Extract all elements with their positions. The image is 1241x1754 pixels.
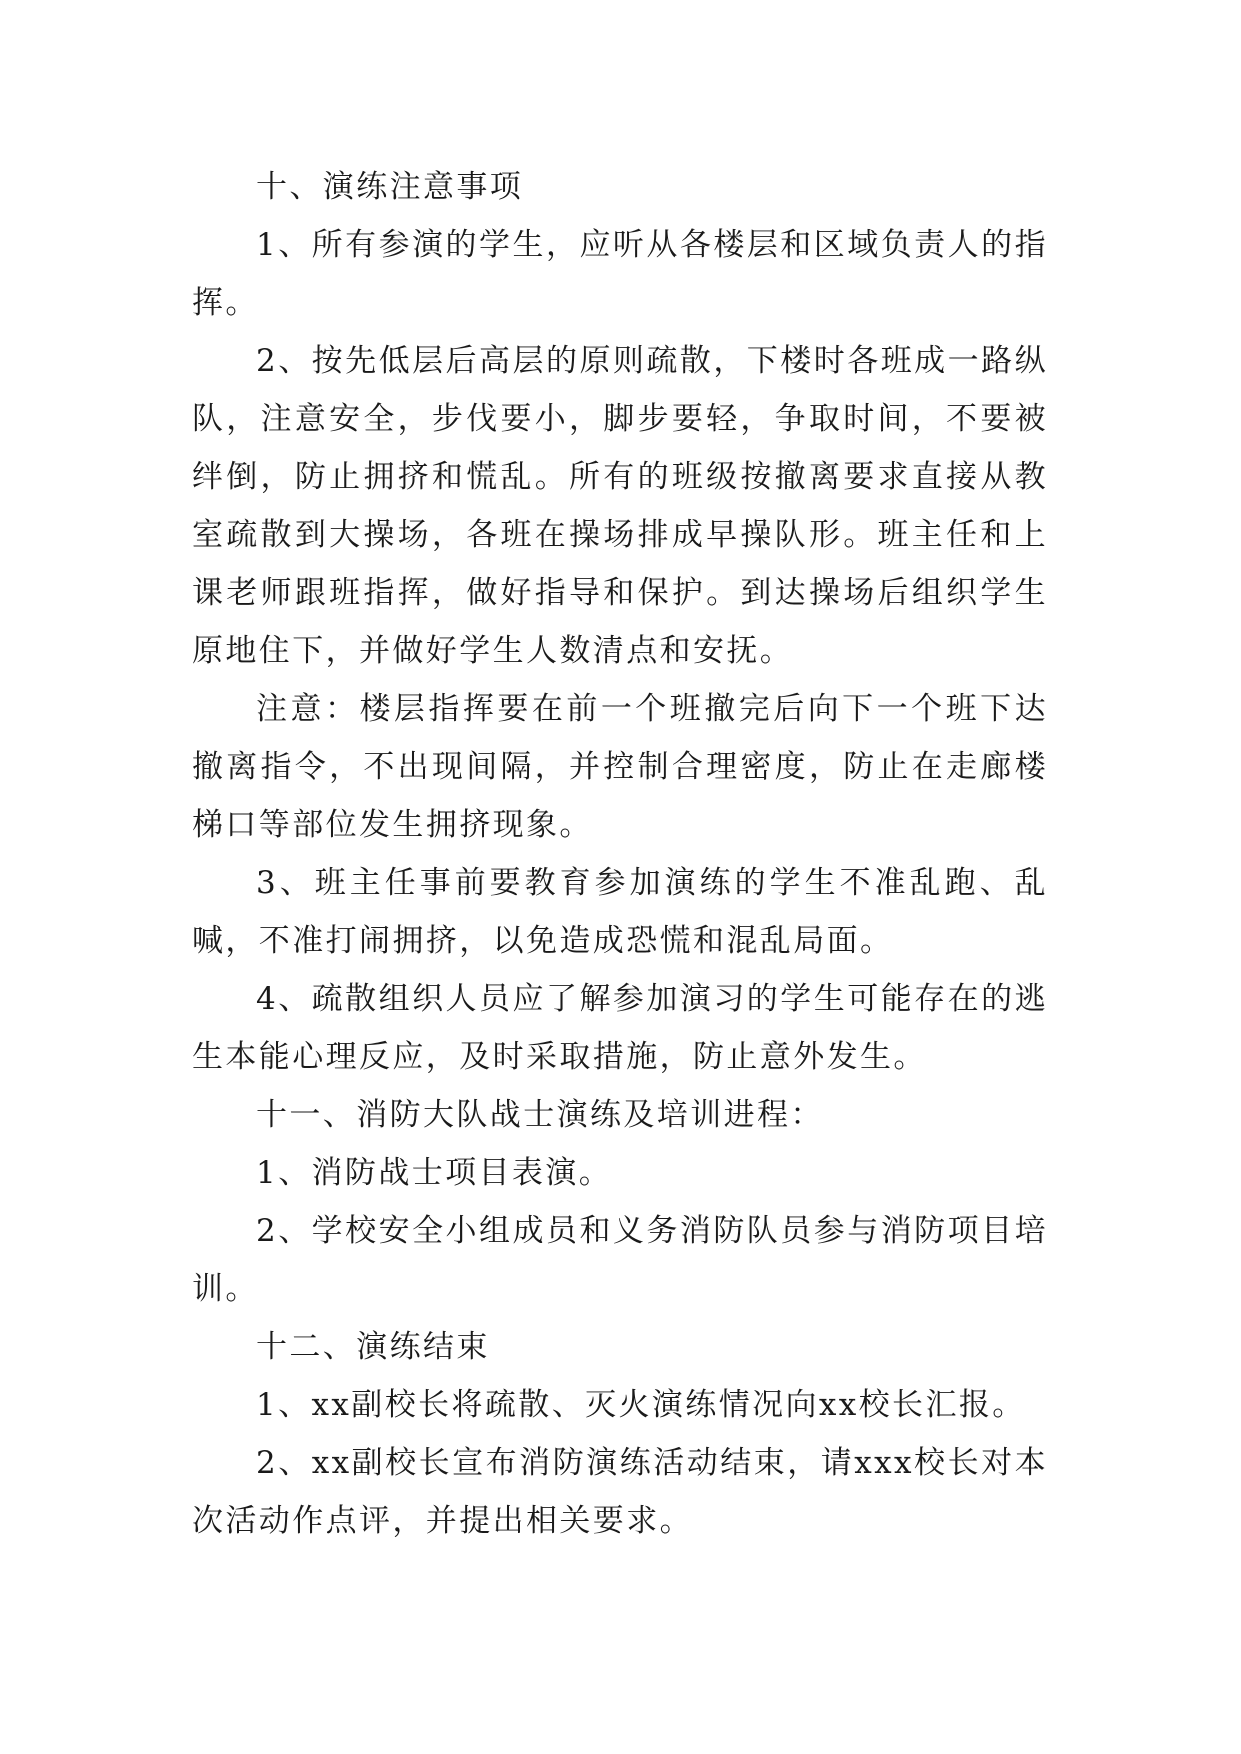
section-heading-ten: 十、演练注意事项 (256, 169, 524, 205)
paragraph-item-2: 2、按先低层后高层的原则疏散，下楼时各班成一路纵队，注意安全，步伐要小，脚步要轻，争取时间，不要被绊倒，防止拥挤和慌乱。所有的班级按撤离要求直接从教室疏散到大操场，各班在操场排成早操队形。班主任和上课老师跟班指挥，做好指导和保护。到达操场后组织学生原地住下，并做好学生人数清点和安抚。 (192, 343, 1048, 669)
section-heading-eleven: 十一、消防大队战士演练及培训进程： (256, 1097, 824, 1133)
paragraph-twelve-item-1: 1、xx副校长将疏散、灭火演练情况向xx校长汇报。 (256, 1387, 1026, 1423)
paragraph-note: 注意：楼层指挥要在前一个班撤完后向下一个班下达撤离指令，不出现间隔，并控制合理密度，防止在走廊楼梯口等部位发生拥挤现象。 (192, 691, 1048, 843)
paragraph-item-4: 4、疏散组织人员应了解参加演习的学生可能存在的逃生本能心理反应，及时采取措施，防止意外发生。 (192, 981, 1048, 1075)
document-body (192, 158, 1048, 1550)
paragraph-item-1: 1、所有参演的学生，应听从各楼层和区域负责人的指挥。 (192, 227, 1048, 321)
paragraph-item-3: 3、班主任事前要教育参加演练的学生不准乱跑、乱喊，不准打闹拥挤，以免造成恐慌和混乱局面。 (192, 865, 1048, 959)
paragraph-eleven-item-2: 2、学校安全小组成员和义务消防队员参与消防项目培训。 (192, 1213, 1048, 1307)
paragraph-twelve-item-2: 2、xx副校长宣布消防演练活动结束，请xxx校长对本次活动作点评，并提出相关要求。 (192, 1445, 1048, 1539)
paragraph-eleven-item-1: 1、消防战士项目表演。 (256, 1155, 613, 1191)
section-heading-twelve: 十二、演练结束 (256, 1329, 490, 1365)
